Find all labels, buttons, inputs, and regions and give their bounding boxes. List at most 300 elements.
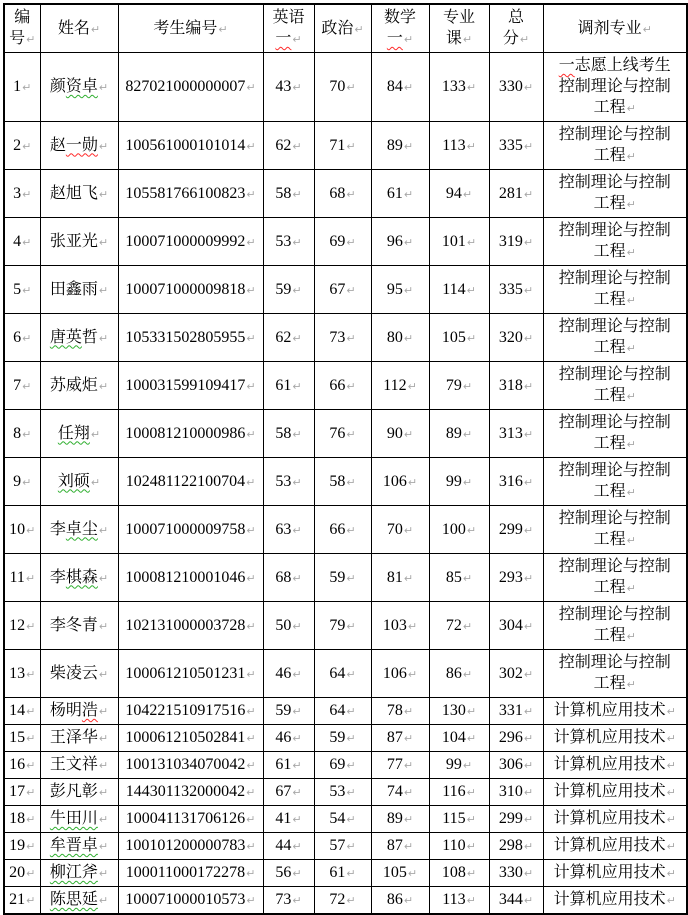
text-segment: 72 — [329, 891, 346, 908]
cell-math-score — [371, 554, 429, 602]
cell-no — [4, 602, 40, 650]
cell-total-score — [489, 506, 543, 554]
paragraph-mark-icon: ↵ — [22, 81, 32, 94]
cell-no — [4, 458, 40, 506]
cell-politics-score — [314, 218, 371, 266]
cell-english-score — [263, 218, 314, 266]
cell-major-course-score — [429, 218, 489, 266]
cell-math-score — [371, 410, 429, 458]
text-segment: 66 — [329, 376, 346, 394]
paragraph-mark-icon: ↵ — [346, 283, 356, 297]
paragraph-mark-icon: ↵ — [292, 427, 302, 441]
cell-math-score — [371, 170, 429, 218]
paragraph-mark-icon: ↵ — [403, 33, 414, 46]
cell-name — [40, 887, 118, 915]
cell-name — [40, 314, 118, 362]
cell-english-score — [263, 602, 314, 650]
paragraph-mark-icon: ↵ — [626, 438, 636, 451]
cell-major-course-score — [429, 458, 489, 506]
text-segment: 73 — [329, 328, 346, 346]
cell-politics-score — [314, 506, 371, 554]
text-segment: 53 — [329, 783, 346, 800]
grammarcheck-underlined-text: 陈思延 — [49, 891, 98, 908]
cell-name — [40, 602, 118, 650]
cell-politics-score — [314, 887, 371, 915]
cell-math-score — [371, 725, 429, 752]
text-segment: 计算机应用技术 — [553, 783, 666, 800]
cell-transfer — [543, 887, 687, 915]
paragraph-mark-icon: ↵ — [466, 732, 477, 745]
text-segment: 63 — [275, 520, 292, 538]
paragraph-mark-icon: ↵ — [90, 475, 101, 489]
header-line — [373, 28, 428, 50]
text-segment: 100071000009758 — [125, 520, 246, 538]
cell-no — [4, 410, 40, 458]
cell-transfer — [543, 806, 687, 833]
text-segment: 56 — [275, 864, 292, 881]
paragraph-mark-icon: ↵ — [666, 732, 676, 745]
text-segment: 335 — [498, 280, 523, 298]
text-segment: 115 — [442, 810, 466, 827]
text-segment: 控制理论与控制工程 — [558, 174, 671, 212]
header-line — [6, 28, 39, 50]
paragraph-mark-icon: ↵ — [246, 235, 256, 249]
paragraph-mark-icon: ↵ — [22, 235, 32, 249]
text-segment: 89 — [386, 136, 403, 154]
text-segment: 316 — [498, 472, 523, 490]
paragraph-mark-icon: ↵ — [626, 486, 636, 499]
header-cell-name — [40, 4, 118, 53]
text-segment: 827021000000007 — [125, 78, 246, 95]
paragraph-mark-icon: ↵ — [246, 667, 256, 681]
table-row — [4, 362, 687, 410]
paragraph-mark-icon: ↵ — [523, 732, 534, 745]
paragraph-mark-icon: ↵ — [466, 786, 476, 799]
cell-total-score — [489, 860, 543, 887]
cell-english-score — [263, 362, 314, 410]
cell-total-score — [489, 170, 543, 218]
cell-major-course-score — [429, 266, 489, 314]
cell-english-score — [263, 53, 314, 122]
paragraph-mark-icon: ↵ — [22, 475, 32, 489]
text-segment: 16 — [9, 756, 26, 773]
cell-total-score — [489, 725, 543, 752]
cell-major-course-score — [429, 122, 489, 170]
paragraph-mark-icon: ↵ — [26, 33, 36, 46]
cell-politics-score — [314, 698, 371, 725]
cell-total-score — [489, 806, 543, 833]
text-segment: 计算机应用技术 — [553, 810, 666, 827]
cell-major-course-score — [429, 752, 489, 779]
table-body — [4, 53, 687, 915]
text-segment: 105 — [441, 328, 466, 346]
paragraph-mark-icon: ↵ — [346, 571, 356, 585]
paragraph-mark-icon: ↵ — [26, 667, 36, 681]
table-header — [4, 4, 687, 53]
paragraph-mark-icon: ↵ — [403, 840, 414, 853]
table-row — [4, 806, 687, 833]
cell-english-score — [263, 806, 314, 833]
text-segment: 318 — [498, 376, 523, 394]
text-segment: 62 — [275, 328, 292, 346]
text-segment: 赵 — [49, 136, 66, 154]
paragraph-mark-icon: ↵ — [523, 571, 534, 585]
header-line — [373, 7, 428, 28]
paragraph-mark-icon: ↵ — [26, 840, 36, 853]
cell-math-score — [371, 650, 429, 698]
text-segment: 106 — [382, 472, 407, 490]
paragraph-mark-icon: ↵ — [346, 867, 356, 880]
cell-total-score — [489, 218, 543, 266]
text-segment: 335 — [498, 136, 523, 154]
paragraph-mark-icon: ↵ — [98, 81, 109, 94]
cell-no — [4, 362, 40, 410]
paragraph-mark-icon: ↵ — [462, 379, 473, 393]
text-segment: 59 — [275, 280, 292, 298]
paragraph-mark-icon: ↵ — [218, 22, 228, 36]
cell-total-score — [489, 122, 543, 170]
paragraph-mark-icon: ↵ — [346, 523, 356, 537]
text-segment: 张亚光 — [49, 232, 98, 250]
text-segment: 控制理论与控制工程 — [558, 318, 671, 356]
paragraph-mark-icon: ↵ — [98, 523, 109, 537]
text-segment: 105581766100823 — [125, 184, 246, 202]
paragraph-mark-icon: ↵ — [346, 331, 356, 345]
text-segment: 296 — [498, 729, 523, 746]
text-segment: 18 — [9, 810, 26, 827]
paragraph-mark-icon: ↵ — [98, 894, 109, 907]
cell-math-score — [371, 266, 429, 314]
paragraph-mark-icon: ↵ — [292, 786, 302, 799]
cell-english-score — [263, 698, 314, 725]
text-segment: 85 — [445, 568, 462, 586]
grammarcheck-underlined-text: 任翔 — [57, 424, 90, 442]
paragraph-mark-icon: ↵ — [346, 894, 356, 907]
text-segment: 54 — [329, 810, 346, 827]
text-segment: 53 — [275, 472, 292, 490]
cell-politics-score — [314, 266, 371, 314]
paragraph-mark-icon: ↵ — [26, 759, 36, 772]
header-line — [120, 18, 262, 40]
cell-transfer — [543, 53, 687, 122]
text-segment: 10 — [9, 520, 26, 538]
text-segment: 李冬青 — [49, 616, 98, 634]
cell-total-score — [489, 887, 543, 915]
header-line — [491, 7, 542, 28]
paragraph-mark-icon: ↵ — [292, 571, 302, 585]
text-segment: 政治 — [321, 19, 354, 37]
cell-candidate-id — [118, 650, 263, 698]
text-segment: 考生编号 — [153, 19, 218, 37]
cell-candidate-id — [118, 752, 263, 779]
paragraph-mark-icon: ↵ — [346, 813, 356, 826]
text-segment: 17 — [9, 783, 26, 800]
paragraph-mark-icon: ↵ — [26, 867, 36, 880]
cell-math-score — [371, 53, 429, 122]
paragraph-mark-icon: ↵ — [523, 139, 534, 153]
text-segment: 控制理论与控制工程 — [558, 126, 671, 164]
paragraph-mark-icon: ↵ — [346, 705, 356, 718]
paragraph-mark-icon: ↵ — [246, 732, 256, 745]
text-segment: 柴凌云 — [49, 664, 98, 682]
grammarcheck-underlined-text: 牛田川 — [49, 810, 98, 827]
text-segment: 87 — [386, 837, 403, 854]
cell-name — [40, 506, 118, 554]
paragraph-mark-icon: ↵ — [292, 840, 302, 853]
paragraph-mark-icon: ↵ — [246, 786, 256, 799]
paragraph-mark-icon: ↵ — [523, 619, 534, 633]
text-segment: 61 — [275, 756, 292, 773]
cell-politics-score — [314, 170, 371, 218]
text-segment: 105 — [382, 864, 407, 881]
paragraph-mark-icon: ↵ — [292, 867, 302, 880]
text-segment: 100081210001046 — [125, 568, 246, 586]
text-segment: 102131000003728 — [125, 616, 246, 634]
text-segment: 299 — [498, 810, 523, 827]
paragraph-mark-icon: ↵ — [626, 342, 636, 355]
text-segment: 100071000009818 — [125, 280, 246, 298]
paragraph-mark-icon: ↵ — [466, 813, 476, 826]
text-segment: 控制理论与控制工程 — [558, 366, 671, 404]
text-segment: 100101200000783 — [125, 837, 246, 854]
cell-name — [40, 218, 118, 266]
paragraph-mark-icon: ↵ — [26, 732, 36, 745]
cell-candidate-id — [118, 833, 263, 860]
cell-name — [40, 806, 118, 833]
text-segment: 102481122100704 — [125, 472, 246, 490]
cell-candidate-id — [118, 170, 263, 218]
paragraph-mark-icon: ↵ — [292, 379, 302, 393]
text-segment: 87 — [386, 729, 403, 746]
paragraph-mark-icon: ↵ — [626, 390, 636, 403]
text-segment: 331 — [498, 702, 523, 719]
table-row — [4, 506, 687, 554]
text-segment: 86 — [445, 664, 462, 682]
paragraph-mark-icon: ↵ — [346, 619, 356, 633]
text-segment: 计算机应用技术 — [553, 756, 666, 773]
text-segment: 62 — [275, 136, 292, 154]
text-segment: 100561000101014 — [125, 136, 246, 154]
paragraph-mark-icon: ↵ — [346, 81, 356, 94]
paragraph-mark-icon: ↵ — [346, 840, 356, 853]
paragraph-mark-icon: ↵ — [462, 475, 473, 489]
paragraph-mark-icon: ↵ — [346, 235, 356, 249]
paragraph-mark-icon: ↵ — [462, 667, 473, 681]
paragraph-mark-icon: ↵ — [246, 867, 256, 880]
text-segment: 计算机应用技术 — [553, 891, 666, 908]
cell-name — [40, 266, 118, 314]
cell-no — [4, 887, 40, 915]
paragraph-mark-icon: ↵ — [403, 283, 414, 297]
paragraph-mark-icon: ↵ — [523, 187, 534, 201]
cell-candidate-id — [118, 53, 263, 122]
paragraph-mark-icon: ↵ — [90, 22, 101, 36]
cell-english-score — [263, 506, 314, 554]
paragraph-mark-icon: ↵ — [626, 102, 636, 115]
cell-politics-score — [314, 122, 371, 170]
cell-candidate-id — [118, 779, 263, 806]
text-segment: 112 — [383, 376, 407, 394]
text-segment: 6 — [13, 328, 22, 346]
text-segment: 130 — [441, 702, 466, 719]
paragraph-mark-icon: ↵ — [346, 187, 356, 201]
text-segment: 319 — [498, 232, 523, 250]
paragraph-mark-icon: ↵ — [466, 867, 477, 880]
cell-name — [40, 650, 118, 698]
header-cell-transfer — [543, 4, 687, 53]
text-segment: 19 — [9, 837, 26, 854]
cell-politics-score — [314, 53, 371, 122]
cell-name — [40, 725, 118, 752]
cell-name — [40, 779, 118, 806]
cell-transfer — [543, 170, 687, 218]
paragraph-mark-icon: ↵ — [98, 867, 109, 880]
table-row — [4, 410, 687, 458]
text-segment: 95 — [386, 280, 403, 298]
text-segment: 7 — [13, 376, 22, 394]
text-segment: 96 — [386, 232, 403, 250]
cell-english-score — [263, 779, 314, 806]
paragraph-mark-icon: ↵ — [626, 630, 636, 643]
cell-major-course-score — [429, 53, 489, 122]
text-segment: 20 — [9, 864, 26, 881]
paragraph-mark-icon: ↵ — [626, 678, 636, 691]
cell-major-course-score — [429, 410, 489, 458]
cell-major-course-score — [429, 698, 489, 725]
cell-no — [4, 53, 40, 122]
cell-english-score — [263, 752, 314, 779]
paragraph-mark-icon: ↵ — [246, 331, 256, 345]
paragraph-mark-icon: ↵ — [90, 427, 101, 441]
paragraph-mark-icon: ↵ — [666, 867, 676, 880]
cell-transfer — [543, 698, 687, 725]
paragraph-mark-icon: ↵ — [523, 667, 534, 681]
table-row — [4, 554, 687, 602]
cell-math-score — [371, 833, 429, 860]
cell-candidate-id — [118, 506, 263, 554]
cell-politics-score — [314, 725, 371, 752]
spellcheck-underlined-text: 一勋 — [65, 136, 98, 154]
cell-major-course-score — [429, 170, 489, 218]
header-line — [545, 18, 686, 40]
text-segment: 79 — [329, 616, 346, 634]
paragraph-mark-icon: ↵ — [22, 139, 32, 153]
paragraph-mark-icon: ↵ — [98, 813, 109, 826]
cell-english-score — [263, 122, 314, 170]
paragraph-mark-icon: ↵ — [26, 894, 36, 907]
text-segment: 哲 — [81, 328, 98, 346]
grammarcheck-underlined-text: 卓尘 — [65, 520, 98, 538]
table-row — [4, 779, 687, 806]
paragraph-mark-icon: ↵ — [292, 619, 302, 633]
table-row — [4, 602, 687, 650]
cell-english-score — [263, 458, 314, 506]
text-segment: 专业 — [442, 9, 475, 26]
paragraph-mark-icon: ↵ — [462, 619, 473, 633]
paragraph-mark-icon: ↵ — [292, 523, 302, 537]
cell-name — [40, 122, 118, 170]
paragraph-mark-icon: ↵ — [403, 81, 414, 94]
text-segment: 106 — [382, 664, 407, 682]
cell-politics-score — [314, 779, 371, 806]
text-segment: 79 — [445, 376, 462, 394]
text-segment: 8 — [13, 424, 22, 442]
cell-major-course-score — [429, 554, 489, 602]
cell-no — [4, 752, 40, 779]
text-segment: 100 — [441, 520, 466, 538]
cell-major-course-score — [429, 806, 489, 833]
text-segment: 86 — [386, 891, 403, 908]
cell-math-score — [371, 122, 429, 170]
text-segment: 99 — [445, 472, 462, 490]
cell-transfer — [543, 266, 687, 314]
paragraph-mark-icon: ↵ — [462, 759, 473, 772]
cell-english-score — [263, 554, 314, 602]
cell-name — [40, 170, 118, 218]
paragraph-mark-icon: ↵ — [407, 667, 418, 681]
text-segment: 57 — [329, 837, 346, 854]
text-segment: 9 — [13, 472, 22, 490]
cell-politics-score — [314, 314, 371, 362]
cell-politics-score — [314, 362, 371, 410]
cell-transfer — [543, 410, 687, 458]
cell-total-score — [489, 314, 543, 362]
cell-no — [4, 314, 40, 362]
paragraph-mark-icon: ↵ — [403, 331, 414, 345]
paragraph-mark-icon: ↵ — [292, 187, 302, 201]
cell-math-score — [371, 806, 429, 833]
cell-transfer — [543, 362, 687, 410]
table-row — [4, 860, 687, 887]
table-row — [4, 698, 687, 725]
cell-no — [4, 554, 40, 602]
cell-major-course-score — [429, 362, 489, 410]
cell-candidate-id — [118, 314, 263, 362]
text-segment: 66 — [329, 520, 346, 538]
text-segment: 71 — [329, 136, 346, 154]
table-header-row — [4, 4, 687, 53]
cell-candidate-id — [118, 602, 263, 650]
cell-major-course-score — [429, 506, 489, 554]
cell-name — [40, 860, 118, 887]
cell-total-score — [489, 362, 543, 410]
text-segment: 控制理论与控制工程 — [558, 510, 671, 548]
paragraph-mark-icon: ↵ — [666, 759, 676, 772]
paragraph-mark-icon: ↵ — [346, 759, 356, 772]
paragraph-mark-icon: ↵ — [462, 427, 473, 441]
table-row — [4, 752, 687, 779]
header-line — [6, 7, 39, 28]
text-segment: 4 — [13, 232, 22, 250]
text-segment: 100131034070042 — [125, 756, 246, 773]
paragraph-mark-icon: ↵ — [98, 840, 109, 853]
text-segment: 94 — [445, 184, 462, 202]
text-segment: 100061210502841 — [125, 729, 246, 746]
grammarcheck-underlined-text: 资卓 — [65, 78, 98, 95]
text-segment: 14 — [9, 702, 26, 719]
paragraph-mark-icon: ↵ — [519, 33, 530, 46]
cell-english-score — [263, 266, 314, 314]
cell-no — [4, 806, 40, 833]
cell-transfer — [543, 833, 687, 860]
paragraph-mark-icon: ↵ — [292, 331, 302, 345]
header-line — [431, 7, 488, 28]
paragraph-mark-icon: ↵ — [246, 523, 256, 537]
paragraph-mark-icon: ↵ — [403, 705, 414, 718]
cell-transfer — [543, 650, 687, 698]
paragraph-mark-icon: ↵ — [523, 331, 534, 345]
paragraph-mark-icon: ↵ — [246, 571, 256, 585]
